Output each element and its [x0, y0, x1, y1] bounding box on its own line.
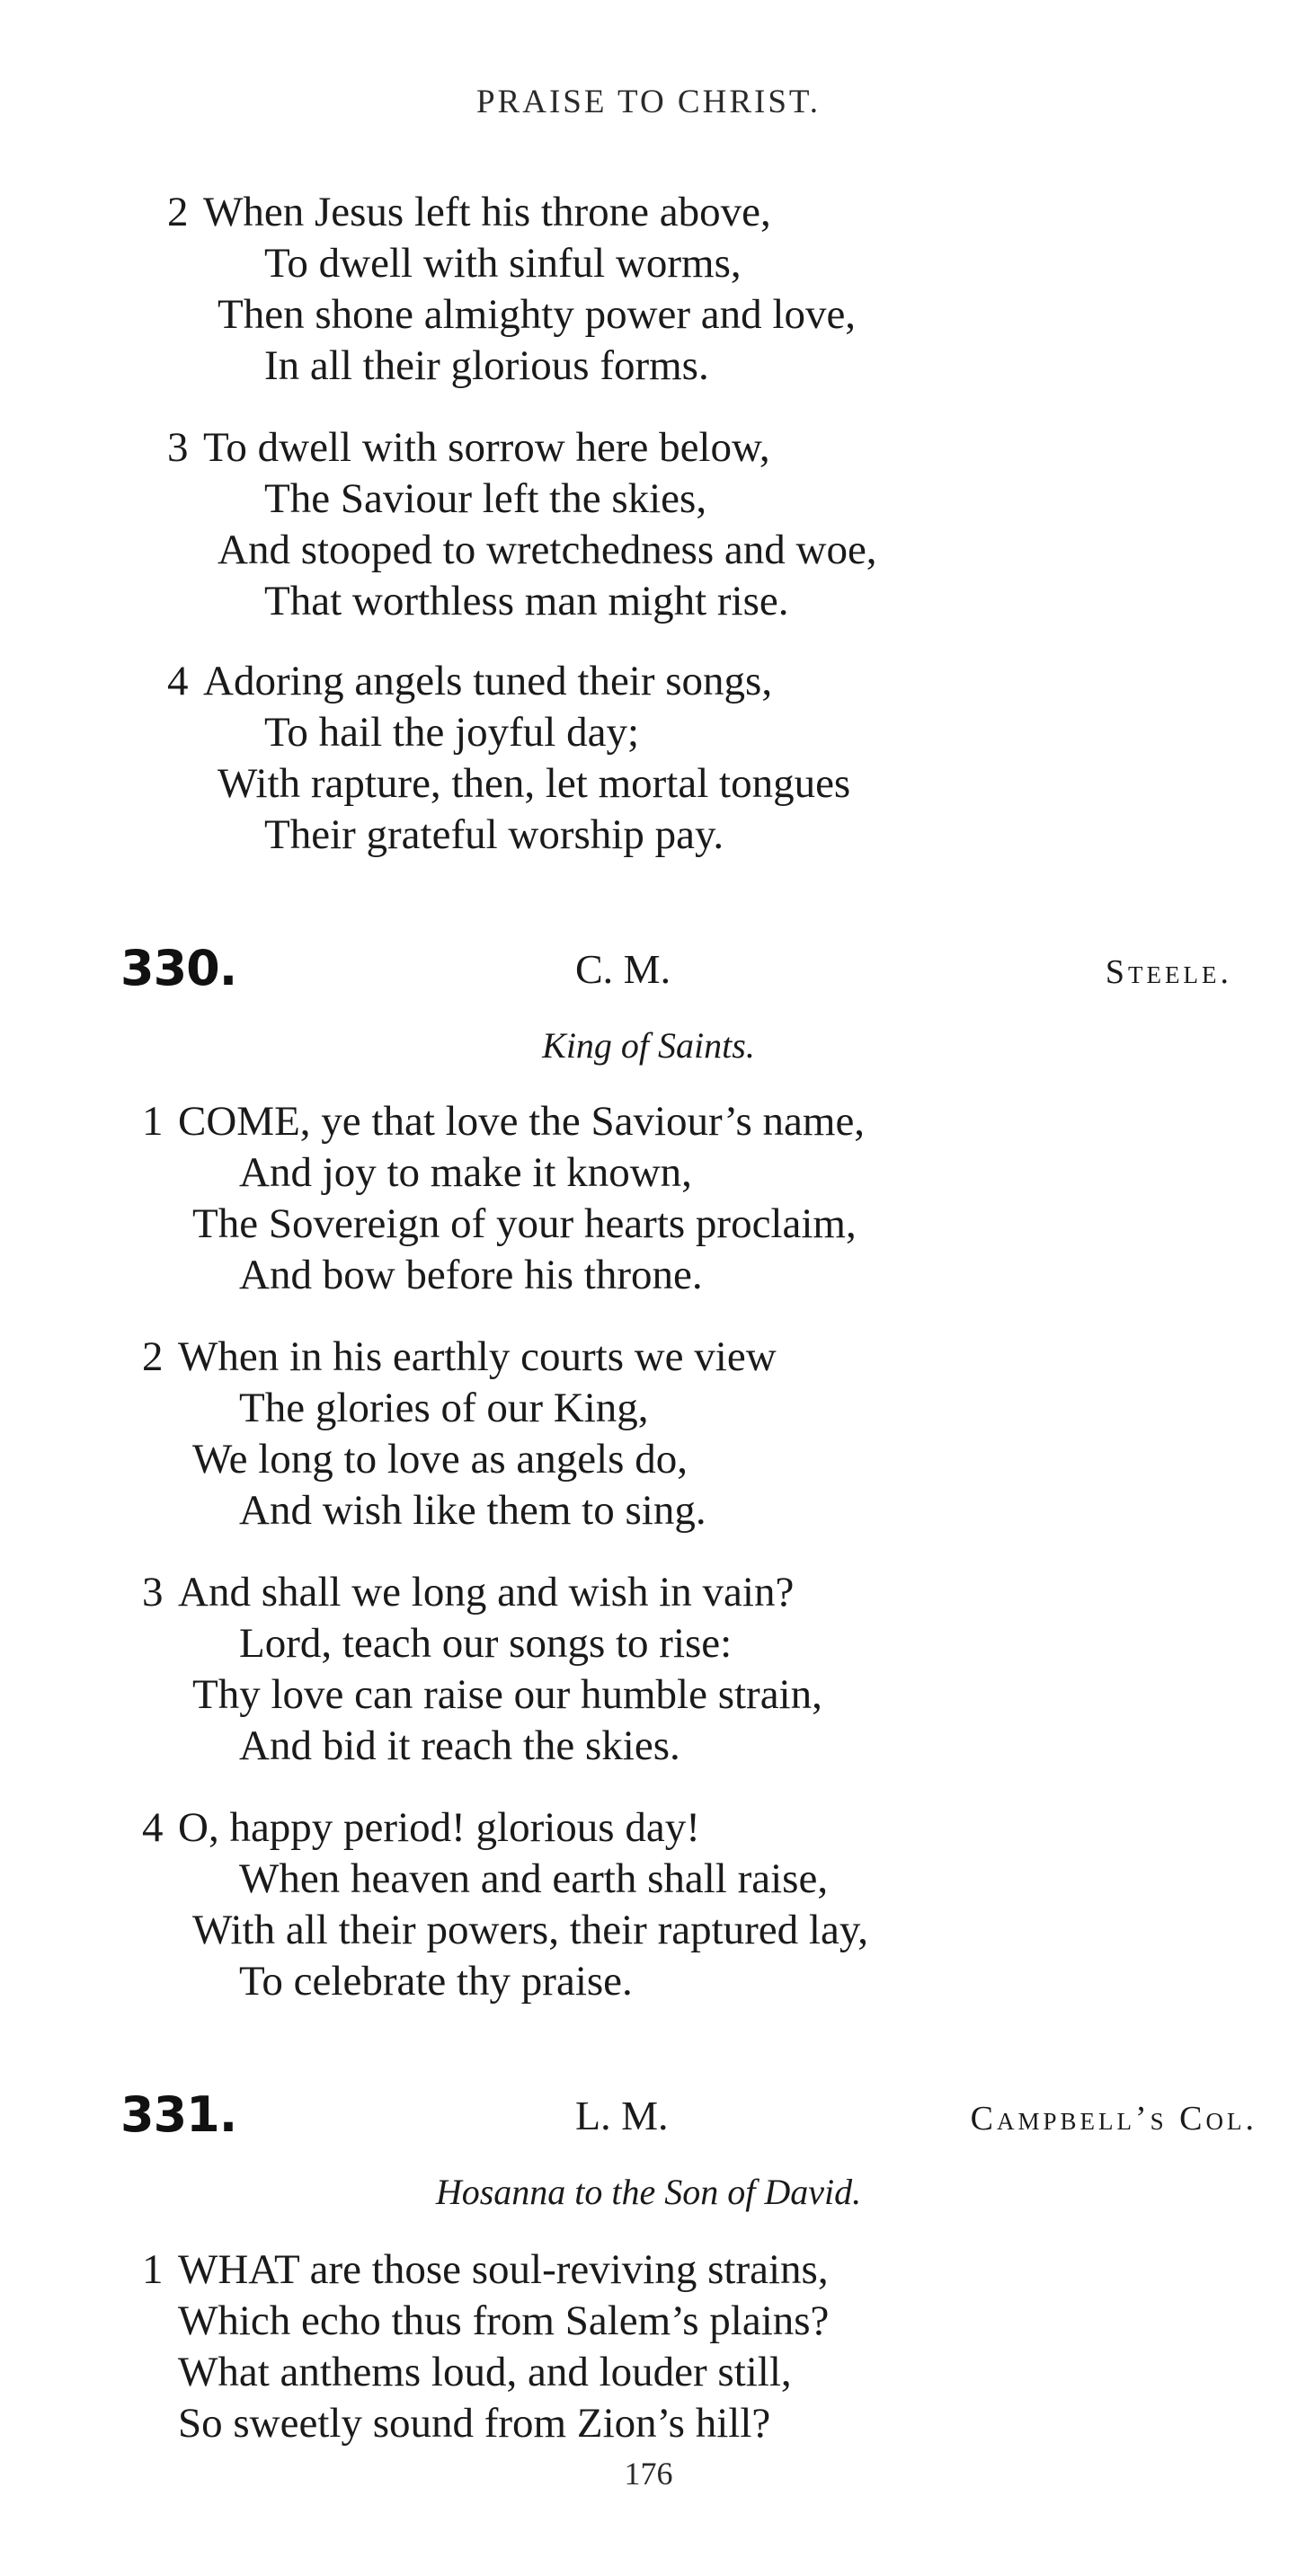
verse-line: And bid it reach the skies. — [239, 1722, 680, 1769]
verse-line: To hail the joyful day; — [264, 709, 640, 756]
stanza-331-1 — [142, 2244, 829, 2449]
running-head: PRAISE TO CHRIST. — [475, 84, 822, 120]
verse-line: Adoring angels tuned their songs, — [203, 658, 773, 704]
stanza-number: 1 — [142, 1098, 164, 1145]
verse-line: Then shone almighty power and love, — [218, 291, 857, 338]
verse-line: What anthems loud, and louder still, — [178, 2349, 792, 2395]
hymn-meter: L. M. — [575, 2093, 669, 2138]
verse-line: That worthless man might rise. — [264, 578, 789, 624]
stanza-330-2 — [142, 1332, 777, 1536]
verse-line: To celebrate thy praise. — [239, 1958, 633, 2005]
hymn-meter: C. M. — [575, 946, 671, 992]
verse-line: The glories of our King, — [239, 1385, 649, 1431]
stanza-330-1 — [142, 1096, 865, 1301]
verse-line: With rapture, then, let mortal tongues — [218, 760, 851, 807]
hymn-author: Steele. — [1105, 953, 1232, 991]
verse-line: COME, ye that love the Saviour’s name, — [178, 1098, 866, 1145]
hymn-number: 331. — [120, 2086, 237, 2143]
page-number: 176 — [624, 2456, 673, 2492]
verse-line: Thy love can raise our humble strain, — [192, 1671, 822, 1718]
verse-line: Their grateful worship pay. — [264, 811, 724, 858]
verse-line: The Sovereign of your hearts proclaim, — [192, 1200, 857, 1247]
stanza-number: 3 — [167, 424, 189, 471]
verse-line: The Saviour left the skies, — [264, 475, 707, 522]
verse-line: When heaven and earth shall raise, — [239, 1855, 829, 1902]
verse-line: To dwell with sinful worms, — [264, 240, 742, 287]
verse-line: When Jesus left his throne above, — [203, 189, 771, 235]
stanza-number: 3 — [142, 1569, 164, 1616]
verse-line: We long to love as angels do, — [192, 1436, 688, 1483]
stanza-number: 4 — [167, 658, 189, 704]
verse-line: And shall we long and wish in vain? — [178, 1569, 795, 1616]
stanza-prev-4 — [167, 656, 850, 861]
verse-line: To dwell with sorrow here below, — [203, 424, 770, 471]
stanza-number: 2 — [142, 1333, 164, 1380]
verse-line: And joy to make it known, — [239, 1149, 692, 1196]
hymn-author: Campbell’s Col. — [970, 2100, 1257, 2138]
verse-line: O, happy period! glorious day! — [178, 1804, 700, 1851]
stanza-number: 4 — [142, 1804, 164, 1851]
hymn-331-title: Hosanna to the Son of David. — [435, 2172, 862, 2212]
hymn-330-title: King of Saints. — [542, 1025, 755, 1066]
stanza-330-4 — [142, 1802, 868, 2007]
verse-line: When in his earthly courts we view — [178, 1333, 777, 1380]
stanza-330-3 — [142, 1567, 822, 1772]
stanza-prev-2 — [167, 187, 856, 392]
verse-line: In all their glorious forms. — [264, 342, 709, 389]
stanza-number: 2 — [167, 189, 189, 235]
verse-line: So sweetly sound from Zion’s hill? — [178, 2400, 771, 2447]
hymn-330-heading — [0, 940, 1297, 1003]
verse-line: With all their powers, their raptured lay, — [192, 1907, 869, 1953]
stanza-prev-3 — [167, 422, 877, 627]
verse-line: WHAT are those soul-reviving strains, — [178, 2246, 829, 2293]
verse-line: Lord, teach our songs to rise: — [239, 1620, 733, 1667]
verse-line: And wish like them to sing. — [239, 1487, 706, 1534]
verse-line: And bow before his throne. — [239, 1252, 703, 1298]
hymn-number: 330. — [120, 940, 237, 996]
verse-line: And stooped to wretchedness and woe, — [218, 527, 877, 573]
verse-line: Which echo thus from Salem’s plains? — [178, 2297, 830, 2344]
stanza-number: 1 — [142, 2246, 164, 2293]
hymn-331-heading — [0, 2086, 1297, 2149]
